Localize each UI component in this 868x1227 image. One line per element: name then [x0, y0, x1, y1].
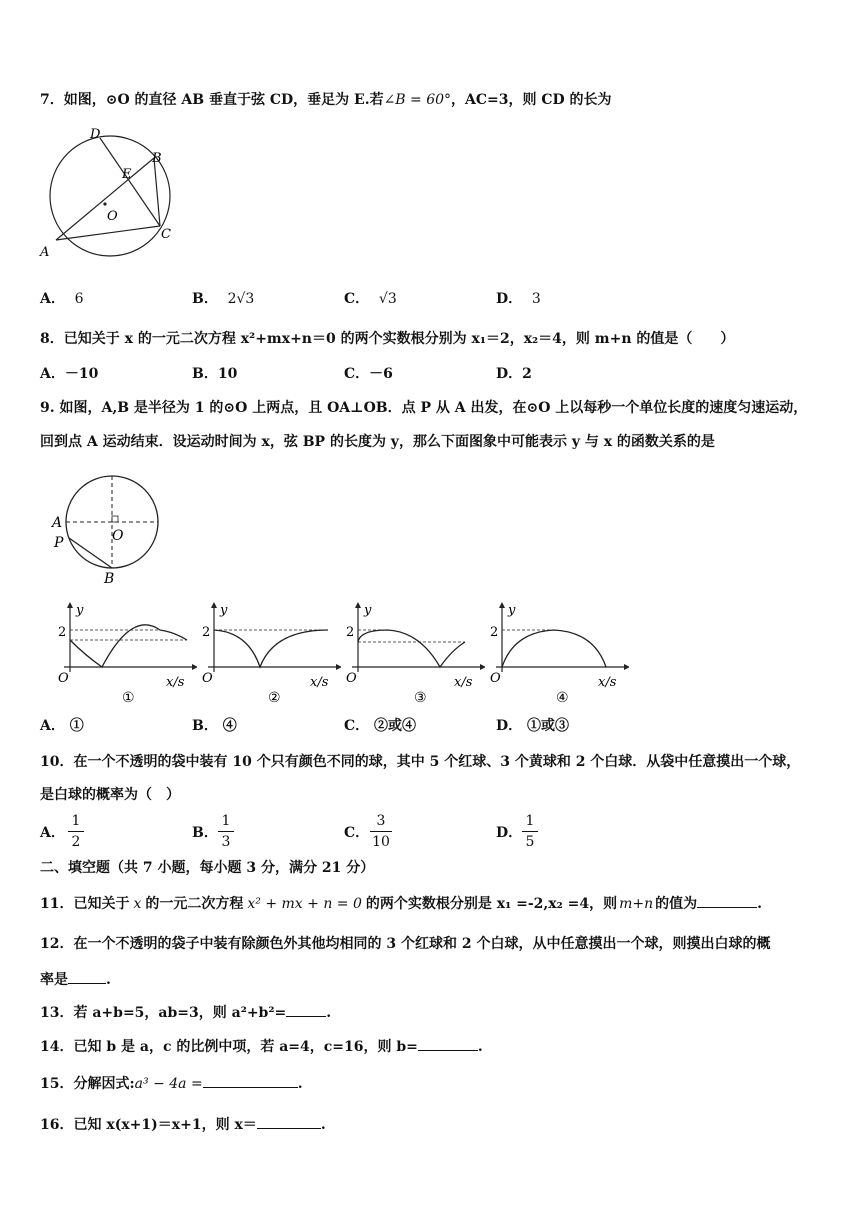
- svg-text:y: y: [364, 603, 372, 618]
- q7-diameter-ab: [56, 158, 154, 240]
- q12-answer-blank[interactable]: [68, 969, 106, 984]
- section-2-heading: 二、填空题（共 7 小题，每小题 3 分，满分 21 分）: [40, 860, 375, 876]
- svg-text:①: ①: [122, 690, 135, 706]
- q10-option-a-fraction[interactable]: 1 2: [68, 812, 84, 851]
- q11-equation: x² + mx + n = 0: [247, 896, 362, 912]
- q9-chord-bp: [69, 538, 112, 568]
- q9-option-b[interactable]: B． ④: [192, 718, 237, 734]
- q9-stem-line1: 9. 如图，A,B 是半径为 1 的⊙O 上两点，且 OA⊥OB．点 P 从 A 出发，在⊙O 上以每秒一个单位长度的速度匀速运动，: [40, 400, 808, 416]
- graph2-curve: [214, 630, 328, 667]
- q15-expression: a³ − 4a =: [134, 1076, 203, 1092]
- q7-text-b: ，AC=3，则 CD 的长为: [451, 92, 612, 108]
- q7-option-c[interactable]: C． √3: [344, 291, 397, 307]
- q13-stem: 13．若 a+b=5，ab=3，则 a²+b²= .: [40, 1002, 331, 1023]
- q8-stem: 8．已知关于 x 的一元二次方程 x²+mx+n＝0 的两个实数根分别为 x₁＝2，x₂＝4，则 m+n 的值是（ ）: [40, 331, 735, 347]
- q11-mn: m+n: [619, 896, 654, 912]
- q9-graph-4: [484, 602, 629, 712]
- svg-text:x/s: x/s: [598, 675, 617, 690]
- q11-stem: 11．已知关于 x 的一元二次方程 x² + mx + n = 0 的两个实数根分别是 x₁ =-2,x₂ =4，则 m+n 的值为 .: [40, 893, 762, 914]
- q10-option-b-letter[interactable]: B．: [192, 825, 218, 841]
- q16-stem: 16．已知 x(x+1)＝x+1，则 x＝ .: [40, 1114, 326, 1135]
- q9-option-a[interactable]: A． ①: [40, 718, 84, 734]
- svg-text:O: O: [346, 671, 357, 686]
- svg-text:O: O: [58, 671, 69, 686]
- svg-text:O: O: [490, 671, 501, 686]
- q8-option-a[interactable]: A．－10: [40, 366, 99, 382]
- q12-stem-line2: 率是 .: [40, 969, 111, 990]
- svg-text:②: ②: [268, 690, 281, 706]
- q10-option-d-letter[interactable]: D．: [496, 825, 523, 841]
- q8-option-d[interactable]: D．2: [496, 366, 532, 382]
- q11-var-x: x: [133, 896, 142, 912]
- q7-number: 7．: [40, 92, 64, 108]
- q7-label-a: A: [40, 245, 50, 260]
- q7-label-o: O: [107, 209, 118, 224]
- svg-text:y: y: [76, 603, 84, 618]
- svg-text:④: ④: [556, 690, 569, 706]
- q10-option-b-fraction[interactable]: 1 3: [218, 812, 234, 851]
- graph3-curve: [358, 630, 465, 667]
- q14-stem: 14．已知 b 是 a，c 的比例中项，若 a=4，c=16，则 b= .: [40, 1036, 483, 1057]
- q9-circle-figure: [46, 472, 166, 587]
- q7-chord-ac: [56, 226, 160, 240]
- graph1-curve: [70, 625, 187, 667]
- q8-option-b[interactable]: B．10: [192, 366, 238, 382]
- svg-text:O: O: [202, 671, 213, 686]
- q10-option-a-letter[interactable]: A．: [40, 825, 65, 841]
- q9-label-p: P: [54, 535, 64, 551]
- q7-chord-bc: [154, 158, 160, 226]
- q10-option-c-fraction[interactable]: 3 10: [370, 812, 392, 851]
- svg-text:③: ③: [414, 690, 427, 706]
- q7-circle-figure: [36, 124, 186, 264]
- q8-option-c[interactable]: C．－6: [344, 366, 393, 382]
- q10-stem-line1: 10．在一个不透明的袋中装有 10 个只有颜色不同的球，其中 5 个红球、3 个黄球和 2 个白球．从袋中任意摸出一个球，: [40, 754, 801, 770]
- svg-text:x/s: x/s: [310, 675, 329, 690]
- svg-text:x/s: x/s: [166, 675, 185, 690]
- q14-answer-blank[interactable]: [418, 1036, 478, 1051]
- q9-graph-1: [52, 602, 197, 712]
- q7-option-a[interactable]: A． 6: [40, 291, 84, 307]
- q7-option-b[interactable]: B． 2√3: [192, 291, 255, 307]
- q15-answer-blank[interactable]: [203, 1073, 298, 1088]
- svg-text:x/s: x/s: [454, 675, 473, 690]
- svg-text:2: 2: [490, 625, 499, 640]
- q7-text-a: 如图，⊙O 的直径 AB 垂直于弦 CD，垂足为 E.若: [63, 92, 384, 108]
- q9-graph-3: [340, 602, 485, 712]
- svg-text:y: y: [508, 603, 516, 618]
- graph4-curve: [502, 630, 606, 667]
- q9-label-b: B: [104, 571, 115, 587]
- q9-option-c[interactable]: C． ②或④: [344, 718, 417, 734]
- q9-right-angle-mark: [112, 516, 118, 522]
- q9-graph-2: [196, 602, 341, 712]
- q13-answer-blank[interactable]: [286, 1002, 326, 1017]
- q9-label-o: O: [112, 528, 124, 544]
- q10-option-d-fraction[interactable]: 1 5: [522, 812, 538, 851]
- svg-text:2: 2: [58, 625, 67, 640]
- q7-stem: [40, 90, 612, 110]
- q9-stem-line2: 回到点 A 运动结束．设运动时间为 x，弦 BP 的长度为 y，那么下面图象中可能表示 y 与 x 的函数关系的是: [40, 434, 715, 450]
- q9-label-a: A: [52, 515, 63, 531]
- q9-option-d[interactable]: D． ①或③: [496, 718, 570, 734]
- q12-stem-line1: 12．在一个不透明的袋子中装有除颜色外其他均相同的 3 个红球和 2 个白球，从中任意摸出一个球，则摸出白球的概: [40, 936, 771, 952]
- q16-answer-blank[interactable]: [257, 1114, 321, 1129]
- q10-option-c-letter[interactable]: C．: [344, 825, 370, 841]
- q7-center-dot: [103, 202, 106, 205]
- q7-label-e: E: [122, 167, 132, 182]
- q7-angle: ∠B = 60°: [383, 92, 452, 108]
- q7-label-d: D: [90, 127, 101, 142]
- q11-answer-blank[interactable]: [697, 893, 757, 908]
- q15-stem: 15．分解因式:a³ − 4a = .: [40, 1073, 303, 1094]
- svg-text:2: 2: [202, 625, 211, 640]
- q10-stem-line2: 是白球的概率为（ ）: [40, 787, 180, 803]
- q7-label-b: B: [152, 151, 162, 166]
- q7-label-c: C: [161, 227, 171, 242]
- svg-text:y: y: [220, 603, 228, 618]
- svg-text:2: 2: [346, 625, 355, 640]
- q7-option-d[interactable]: D． 3: [496, 291, 541, 307]
